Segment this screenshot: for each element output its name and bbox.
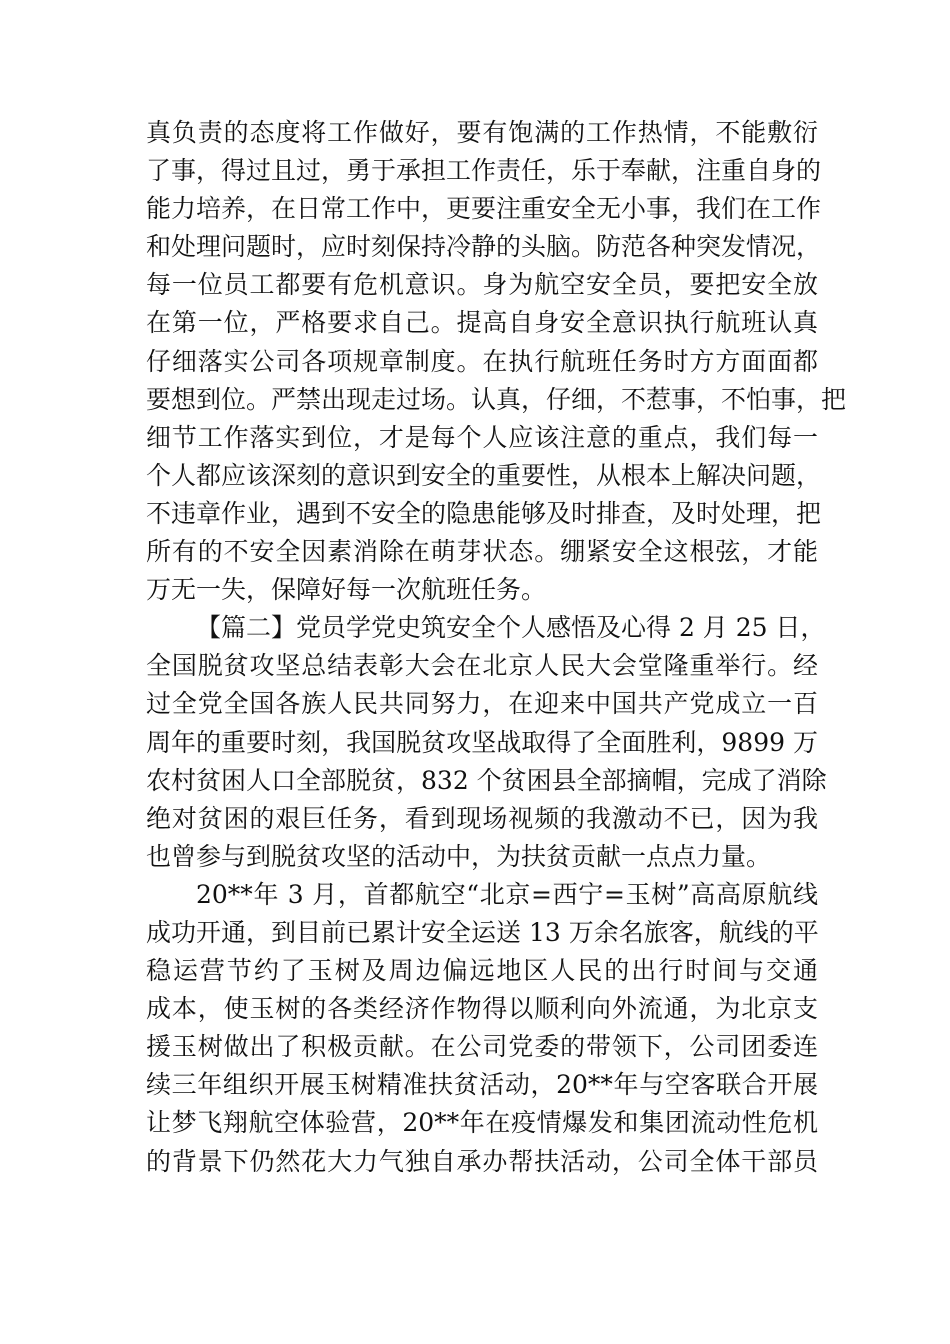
text-line: 要想到位。严禁出现走过场。认真，仔细，不惹事，不怕事，把 xyxy=(146,384,847,414)
text-line: 过全党全国各族人民共同努力，在迎来中国共产党成立一百 xyxy=(146,689,818,719)
body-text xyxy=(146,114,847,1181)
text-line: 了事，得过且过，勇于承担工作责任，乐于奉献，注重自身的 xyxy=(146,156,822,186)
text-line: 周年的重要时刻，我国脱贫攻坚战取得了全面胜利，9899 万 xyxy=(146,727,818,757)
text-line: 和处理问题时，应时刻保持冷静的头脑。防范各种突发情况， xyxy=(146,232,822,262)
text-line: 万无一失，保障好每一次航班任务。 xyxy=(146,575,547,605)
text-line: 成本，使玉树的各类经济作物得以顺利向外流通，为北京支 xyxy=(146,994,818,1024)
text-line: 不违章作业，遇到不安全的隐患能够及时排查，及时处理，把 xyxy=(146,498,822,528)
text-line: 成功开通，到目前已累计安全运送 13 万余名旅客，航线的平 xyxy=(146,917,819,947)
text-line: 在第一位，严格要求自己。提高自身安全意识执行航班认真 xyxy=(146,308,818,338)
text-line: 稳运营节约了玉树及周边偏远地区人民的出行时间与交通 xyxy=(146,956,818,986)
text-line: 续三年组织开展玉树精准扶贫活动，20**年与空客联合开展 xyxy=(146,1070,818,1100)
text-line: 所有的不安全因素消除在萌芽状态。绷紧安全这根弦，才能 xyxy=(146,537,818,567)
text-line: 真负责的态度将工作做好，要有饱满的工作热情，不能敷衍 xyxy=(146,118,818,147)
text-line: 个人都应该深刻的意识到安全的重要性，从根本上解决问题， xyxy=(146,460,822,490)
text-line: 能力培养，在日常工作中，更要注重安全无小事，我们在工作 xyxy=(146,194,822,224)
text-line: 援玉树做出了积极贡献。在公司党委的带领下，公司团委连 xyxy=(146,1032,818,1062)
text-line: 仔细落实公司各项规章制度。在执行航班任务时方方面面都 xyxy=(146,346,818,376)
text-line: 的背景下仍然花大力气独自承办帮扶活动，公司全体干部员 xyxy=(146,1146,818,1176)
text-line: 绝对贫困的艰巨任务，看到现场视频的我激动不已，因为我 xyxy=(146,803,818,833)
text-line: 每一位员工都要有危机意识。身为航空安全员，要把安全放 xyxy=(146,270,818,300)
text-line: 让梦飞翔航空体验营，20**年在疫情爆发和集团流动性危机 xyxy=(146,1108,818,1138)
text-line: 20**年 3 月，首都航空“北京=西宁=玉树”高高原航线 xyxy=(196,879,818,909)
text-line: 细节工作落实到位，才是每个人应该注意的重点，我们每一 xyxy=(146,422,818,452)
text-line: 全国脱贫攻坚总结表彰大会在北京人民大会堂隆重举行。经 xyxy=(146,651,818,681)
section-heading-line: 【篇二】党员学党史筑安全个人感悟及心得 2 月 25 日， xyxy=(196,613,826,643)
text-line: 农村贫困人口全部脱贫，832 个贫困县全部摘帽，完成了消除 xyxy=(146,765,827,795)
text-line: 也曾参与到脱贫攻坚的活动中，为扶贫贡献一点点力量。 xyxy=(146,841,772,871)
